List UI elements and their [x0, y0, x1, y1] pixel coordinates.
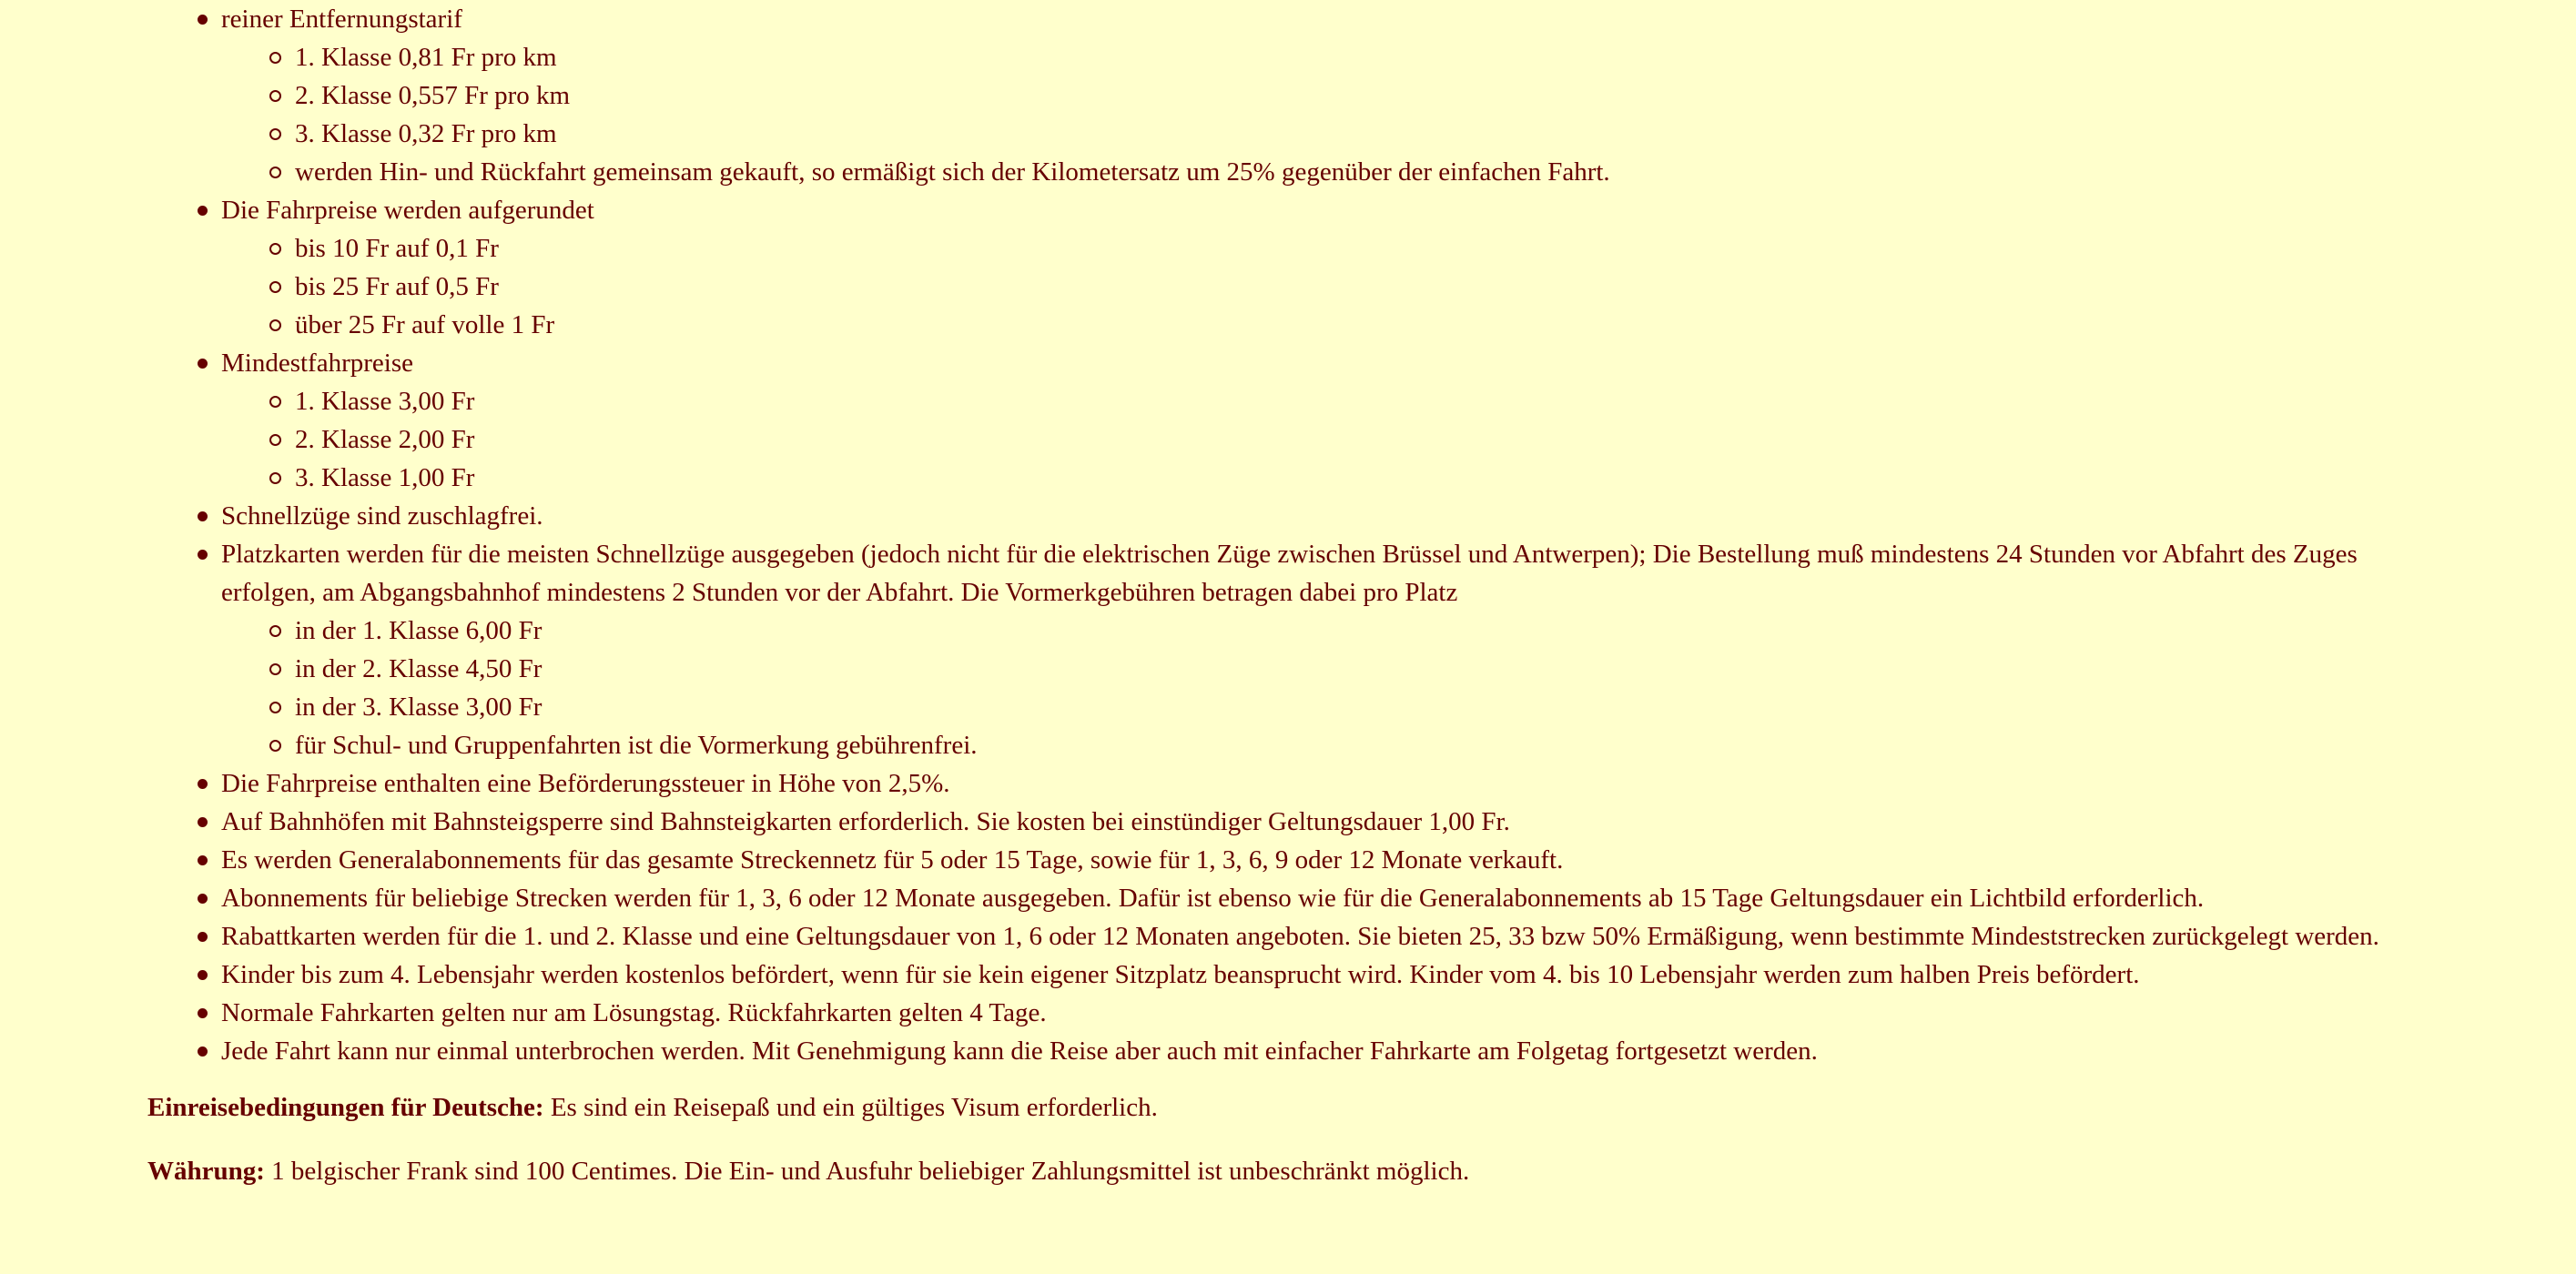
bullet-circle-icon: [269, 90, 281, 102]
list-item-text: Abonnements für beliebige Strecken werden für 1, 3, 6 oder 12 Monate ausgegeben. Dafür ist ebenso wie für die Generalabonnements ab 15 Tage Geltungsdauer ein Lichtbild erforderlich.: [221, 884, 2205, 913]
list-item: [221, 344, 2449, 497]
sub-list-item: [295, 229, 2449, 268]
currency-info: [147, 1152, 2449, 1190]
sub-list-item-text: 1. Klasse 3,00 Fr: [295, 387, 475, 416]
sub-list-item: [295, 726, 2449, 764]
currency-label: Währung:: [147, 1157, 265, 1186]
list-item: [221, 917, 2449, 956]
sub-list-item: [295, 153, 2449, 191]
bullet-circle-icon: [269, 625, 281, 637]
list-item-text: Die Fahrpreise werden aufgerundet: [221, 196, 594, 225]
sub-list-item: [295, 382, 2449, 420]
list-item-text: Es werden Generalabonnements für das gesamte Streckennetz für 5 oder 15 Tage, sowie für 1, 3, 6, 9 oder 12 Monate verkauft.: [221, 845, 1564, 875]
sub-list: [221, 612, 2449, 764]
bullet-disc-icon: [198, 855, 208, 865]
sub-list-item-text: in der 2. Klasse 4,50 Fr: [295, 654, 543, 683]
list-item-text: Mindestfahrpreise: [221, 349, 413, 378]
sub-list-item-text: in der 3. Klasse 3,00 Fr: [295, 693, 543, 722]
list-item-text: Schnellzüge sind zuschlagfrei.: [221, 501, 543, 531]
currency-text: 1 belgischer Frank sind 100 Centimes. Die Ein- und Ausfuhr beliebiger Zahlungsmittel ist unbeschränkt möglich.: [264, 1157, 1470, 1186]
fare-rules-list: [147, 0, 2449, 1070]
list-item: [221, 191, 2449, 344]
bullet-circle-icon: [269, 52, 281, 64]
bullet-disc-icon: [198, 779, 208, 789]
list-item: [221, 535, 2449, 764]
sub-list-item: [295, 115, 2449, 153]
sub-list-item-text: über 25 Fr auf volle 1 Fr: [295, 310, 555, 339]
bullet-circle-icon: [269, 281, 281, 293]
bullet-disc-icon: [198, 206, 208, 216]
bullet-circle-icon: [269, 663, 281, 675]
bullet-disc-icon: [198, 894, 208, 904]
list-item: [221, 994, 2449, 1032]
bullet-circle-icon: [269, 243, 281, 255]
sub-list-item: [295, 459, 2449, 497]
bullet-circle-icon: [269, 167, 281, 178]
bullet-circle-icon: [269, 128, 281, 140]
list-item: [221, 0, 2449, 191]
sub-list-item: [295, 306, 2449, 344]
bullet-disc-icon: [198, 15, 208, 25]
bullet-disc-icon: [198, 550, 208, 560]
list-item-text: reiner Entfernungstarif: [221, 5, 462, 34]
bullet-disc-icon: [198, 932, 208, 942]
entry-requirements: [147, 1088, 2449, 1127]
sub-list-item: [295, 38, 2449, 76]
list-item: [221, 956, 2449, 994]
sub-list-item-text: 3. Klasse 0,32 Fr pro km: [295, 119, 557, 148]
sub-list-item: [295, 650, 2449, 688]
bullet-circle-icon: [269, 702, 281, 713]
list-item-text: Die Fahrpreise enthalten eine Beförderungssteuer in Höhe von 2,5%.: [221, 769, 950, 798]
bullet-disc-icon: [198, 817, 208, 827]
sub-list-item: [295, 420, 2449, 459]
entry-requirements-label: Einreisebedingungen für Deutsche:: [147, 1093, 544, 1122]
list-item: [221, 1032, 2449, 1070]
bullet-disc-icon: [198, 970, 208, 980]
bullet-circle-icon: [269, 319, 281, 331]
sub-list-item-text: in der 1. Klasse 6,00 Fr: [295, 616, 543, 645]
list-item-text: Rabattkarten werden für die 1. und 2. Klasse und eine Geltungsdauer von 1, 6 oder 12 Monaten angeboten. Sie bieten 25, 33 bzw 50% Ermäßigung, wenn bestimmte Mindeststrecken zurückgelegt werden.: [221, 922, 2379, 951]
sub-list-item: [295, 268, 2449, 306]
sub-list: [221, 229, 2449, 344]
sub-list-item-text: werden Hin- und Rückfahrt gemeinsam gekauft, so ermäßigt sich der Kilometersatz um 25% gegenüber der einfachen Fahrt.: [295, 157, 1610, 187]
list-item-text: Normale Fahrkarten gelten nur am Lösungstag. Rückfahrkarten gelten 4 Tage.: [221, 998, 1047, 1027]
bullet-disc-icon: [198, 511, 208, 521]
sub-list-item-text: 1. Klasse 0,81 Fr pro km: [295, 43, 557, 72]
list-item: [221, 803, 2449, 841]
list-item: [221, 879, 2449, 917]
list-item: [221, 497, 2449, 535]
bullet-circle-icon: [269, 434, 281, 446]
entry-requirements-text: Es sind ein Reisepaß und ein gültiges Visum erforderlich.: [543, 1093, 1158, 1122]
sub-list-item-text: für Schul- und Gruppenfahrten ist die Vormerkung gebührenfrei.: [295, 731, 978, 760]
sub-list-item: [295, 612, 2449, 650]
bullet-circle-icon: [269, 740, 281, 752]
list-item-text: Kinder bis zum 4. Lebensjahr werden kostenlos befördert, wenn für sie kein eigener Sitzplatz beansprucht wird. Kinder vom 4. bis 10 Lebensjahr werden zum halben Preis befördert.: [221, 960, 2140, 989]
list-item: [221, 841, 2449, 879]
list-item: [221, 764, 2449, 803]
list-item-text: Jede Fahrt kann nur einmal unterbrochen werden. Mit Genehmigung kann die Reise aber auch mit einfacher Fahrkarte am Folgetag fortgesetzt werden.: [221, 1036, 1818, 1066]
list-item-text: Platzkarten werden für die meisten Schnellzüge ausgegeben (jedoch nicht für die elektrischen Züge zwischen Brüssel und Antwerpen); Die Bestellung muß mindestens 24 Stunden vor Abfahrt des Zuges erfolgen, am Abgangsbahnhof mindestens 2 Stunden vor der Abfahrt. Die Vormerkgebühren betragen dabei pro Platz: [221, 540, 2358, 607]
sub-list-item: [295, 76, 2449, 115]
bullet-disc-icon: [198, 1008, 208, 1018]
list-item-text: Auf Bahnhöfen mit Bahnsteigsperre sind Bahnsteigkarten erforderlich. Sie kosten bei einstündiger Geltungsdauer 1,00 Fr.: [221, 807, 1510, 836]
sub-list-item-text: bis 25 Fr auf 0,5 Fr: [295, 272, 499, 301]
sub-list-item: [295, 688, 2449, 726]
bullet-disc-icon: [198, 359, 208, 369]
sub-list-item-text: 2. Klasse 0,557 Fr pro km: [295, 81, 571, 110]
sub-list-item-text: bis 10 Fr auf 0,1 Fr: [295, 234, 499, 263]
sub-list-item-text: 3. Klasse 1,00 Fr: [295, 463, 475, 492]
bullet-circle-icon: [269, 396, 281, 408]
bullet-circle-icon: [269, 472, 281, 484]
bullet-disc-icon: [198, 1046, 208, 1057]
sub-list: [221, 38, 2449, 191]
sub-list: [221, 382, 2449, 497]
sub-list-item-text: 2. Klasse 2,00 Fr: [295, 425, 475, 454]
